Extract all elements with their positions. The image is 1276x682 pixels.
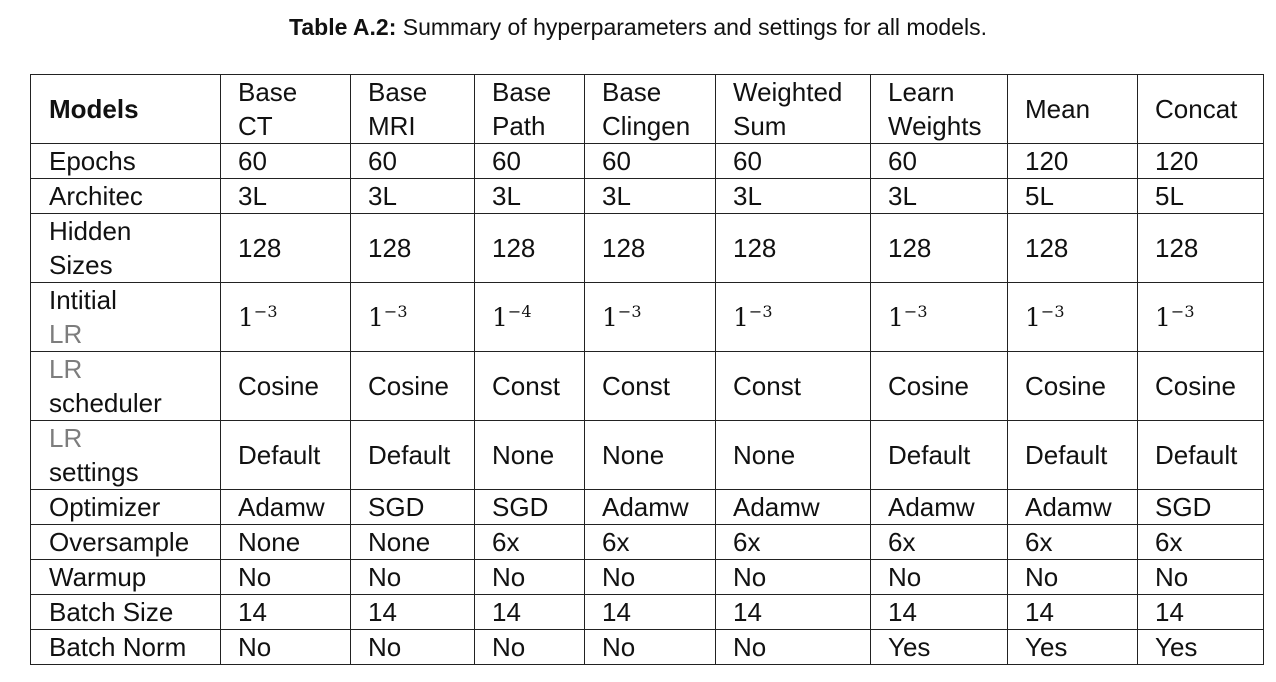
table-cell: Adamw [585,490,716,525]
lr-exponent: −3 [617,301,642,321]
column-header-line: Base [238,77,298,107]
table-cell: 60 [585,144,716,179]
table-cell [585,283,716,352]
table-row-hidden [31,214,1264,283]
table-cell: 3L [871,179,1008,214]
lr-exponent: −4 [507,301,532,321]
row-label-line: Intitial [49,285,117,315]
table-cell: Cosine [1138,352,1264,421]
table-cell: 6x [475,525,585,560]
table-cell: 14 [351,595,475,630]
table-cell [351,283,475,352]
table-cell [221,283,351,352]
table-cell: 60 [871,144,1008,179]
row-label: Epochs [31,144,221,179]
column-header-line: Clingen [602,111,691,141]
row-label [31,352,221,421]
row-label-line: Hidden [49,216,132,246]
table-cell: Default [1138,421,1264,490]
column-header-line: Weights [888,111,982,141]
lr-base: 1 [238,302,254,332]
lr-exponent: −3 [903,301,928,321]
table-cell: 3L [585,179,716,214]
lr-exponent: −3 [383,301,408,321]
column-header [351,75,475,144]
table-cell: 6x [585,525,716,560]
table-cell: 120 [1008,144,1138,179]
column-header-line: MRI [368,111,416,141]
table-cell: 60 [351,144,475,179]
table-row-scheduler [31,352,1264,421]
table-cell: 6x [1008,525,1138,560]
table-cell: 128 [351,214,475,283]
table-cell: Const [716,352,871,421]
row-label-line: settings [49,457,139,487]
table-cell: 128 [871,214,1008,283]
models-header: Models [31,75,221,144]
column-header [1138,75,1264,144]
row-label: Batch Size [31,595,221,630]
table-cell: SGD [351,490,475,525]
row-label [31,214,221,283]
table-row-optimizer [31,490,1264,525]
lr-exponent: −3 [1040,301,1065,321]
table-cell: No [221,630,351,665]
table-cell: Adamw [221,490,351,525]
column-header-line: Concat [1155,94,1238,124]
table-cell: No [716,630,871,665]
lr-value [602,303,642,332]
lr-base: 1 [733,302,749,332]
table-cell: Yes [1138,630,1264,665]
table-cell: None [351,525,475,560]
table-cell: Adamw [871,490,1008,525]
column-header-line: Base [492,77,552,107]
caption-text: Summary of hyperparameters and settings for all models. [396,14,987,40]
row-label: Batch Norm [31,630,221,665]
table-cell: Const [475,352,585,421]
header-row [31,75,1264,144]
row-label-line: LR [49,423,83,453]
lr-base: 1 [492,302,508,332]
row-label: Architec [31,179,221,214]
column-header [475,75,585,144]
table-cell: 128 [475,214,585,283]
lr-value [368,303,408,332]
column-header-line: Learn [888,77,955,107]
table-cell: 14 [585,595,716,630]
lr-base: 1 [368,302,384,332]
table-cell: 120 [1138,144,1264,179]
table-cell: 5L [1008,179,1138,214]
table-cell: Cosine [871,352,1008,421]
table-cell: 14 [1008,595,1138,630]
table-cell: No [475,630,585,665]
table-cell: Cosine [221,352,351,421]
lr-value [238,303,278,332]
table-cell: No [221,560,351,595]
table-cell: 60 [475,144,585,179]
table-row-lr [31,283,1264,352]
column-header-line: Path [492,111,546,141]
table-cell: Cosine [1008,352,1138,421]
column-header-line: Mean [1025,94,1091,124]
table-cell: 6x [1138,525,1264,560]
row-label [31,421,221,490]
table-cell: Yes [1008,630,1138,665]
row-label-line: LR [49,319,83,349]
table-cell: No [585,560,716,595]
row-label-line: scheduler [49,388,162,418]
table-cell: None [221,525,351,560]
table-cell: 128 [221,214,351,283]
caption-label: Table A.2: [289,14,397,40]
table-cell: 128 [1008,214,1138,283]
table-cell: 128 [585,214,716,283]
table-cell: No [1138,560,1264,595]
lr-value [1025,303,1065,332]
column-header-line: Sum [733,111,787,141]
table-caption [0,12,1276,42]
table-cell: SGD [475,490,585,525]
table-cell: 14 [221,595,351,630]
table-cell: No [871,560,1008,595]
lr-base: 1 [602,302,618,332]
table-cell: 5L [1138,179,1264,214]
column-header [871,75,1008,144]
row-label: Optimizer [31,490,221,525]
column-header [585,75,716,144]
table-cell: Adamw [1008,490,1138,525]
lr-base: 1 [888,302,904,332]
lr-base: 1 [1155,302,1171,332]
table-body [31,75,1264,665]
column-header-line: Base [602,77,662,107]
table-row-warmup [31,560,1264,595]
table-cell: 60 [716,144,871,179]
table-cell: No [1008,560,1138,595]
table-cell [1138,283,1264,352]
table-cell: 3L [716,179,871,214]
table-cell: 14 [871,595,1008,630]
lr-exponent: −3 [748,301,773,321]
column-header-line: Weighted [733,77,843,107]
table-row-architec [31,179,1264,214]
table-cell: Const [585,352,716,421]
table-cell: 14 [475,595,585,630]
lr-value [492,303,532,332]
table-row-batch-size [31,595,1264,630]
table-row-settings [31,421,1264,490]
table-cell: Yes [871,630,1008,665]
table-cell: 3L [475,179,585,214]
table-cell: Default [351,421,475,490]
table-row-epochs [31,144,1264,179]
column-header-line: CT [238,111,273,141]
column-header [1008,75,1138,144]
row-label-line: LR [49,354,83,384]
row-label: Warmup [31,560,221,595]
table-row-batch-norm [31,630,1264,665]
column-header [716,75,871,144]
table-cell [475,283,585,352]
row-label: Oversample [31,525,221,560]
table-cell: 128 [1138,214,1264,283]
table-cell [716,283,871,352]
table-cell: SGD [1138,490,1264,525]
table-cell: Default [871,421,1008,490]
table-cell: 14 [716,595,871,630]
table-cell: None [585,421,716,490]
hyperparameter-table [30,74,1264,665]
table-cell: No [475,560,585,595]
lr-exponent: −3 [253,301,278,321]
row-label-line: Sizes [49,250,113,280]
row-label [31,283,221,352]
table-cell: No [351,630,475,665]
table-cell [1008,283,1138,352]
column-header [221,75,351,144]
table-cell: None [475,421,585,490]
table-cell [871,283,1008,352]
table-cell: Default [1008,421,1138,490]
table-cell: 3L [221,179,351,214]
table-cell: No [351,560,475,595]
table-cell: No [716,560,871,595]
table-cell: Cosine [351,352,475,421]
table-cell: 3L [351,179,475,214]
lr-value [733,303,773,332]
table-cell: Adamw [716,490,871,525]
table-row-oversample [31,525,1264,560]
table-cell: 128 [716,214,871,283]
table-cell: No [585,630,716,665]
column-header-line: Base [368,77,428,107]
table-cell: None [716,421,871,490]
table-cell: Default [221,421,351,490]
lr-base: 1 [1025,302,1041,332]
lr-value [888,303,928,332]
lr-value [1155,303,1195,332]
table-cell: 6x [716,525,871,560]
table-cell: 60 [221,144,351,179]
table-cell: 14 [1138,595,1264,630]
lr-exponent: −3 [1170,301,1195,321]
table-cell: 6x [871,525,1008,560]
